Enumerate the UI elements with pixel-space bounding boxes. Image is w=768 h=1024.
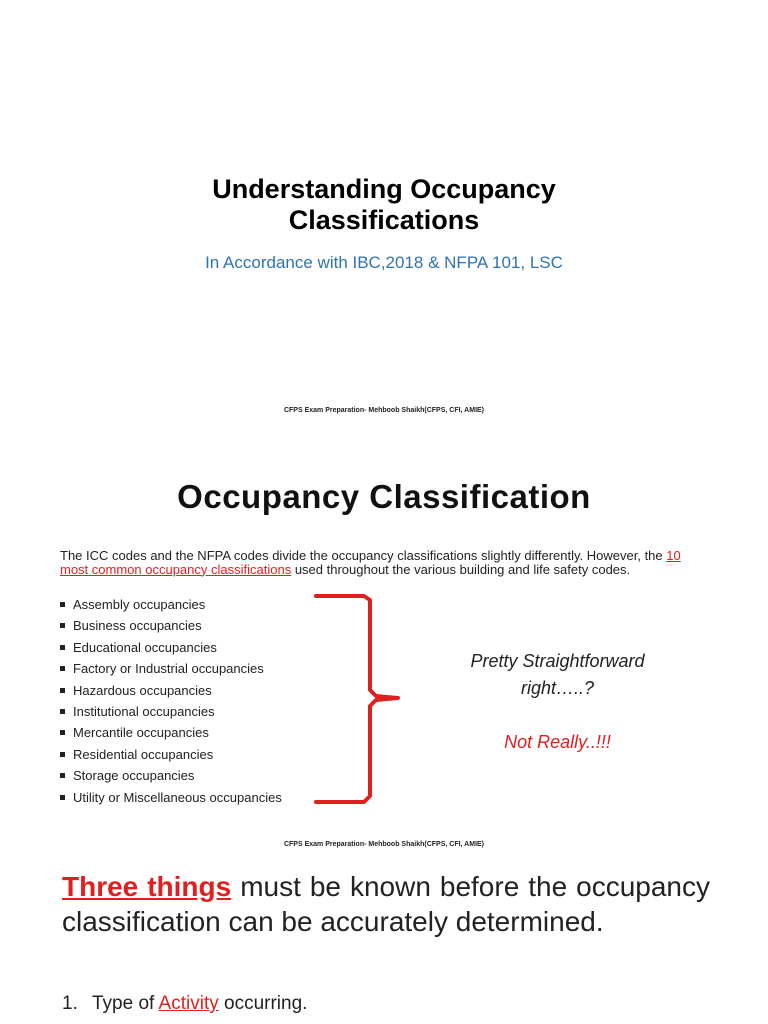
- slide1-footer: CFPS Exam Preparation- Mehboob Shaikh(CFPS, CFI, AMIE): [283, 407, 485, 414]
- title-slide: [0, 0, 768, 430]
- list-item: Factory or Industrial occupancies: [60, 658, 282, 679]
- three-things-slide: [0, 856, 768, 1024]
- list-item: Business occupancies: [60, 615, 282, 636]
- list-item: Residential occupancies: [60, 744, 282, 765]
- intro-text-2: used throughout the various building and life safety codes.: [291, 561, 631, 577]
- list-item: Assembly occupancies: [60, 594, 282, 615]
- three-things-text: must be known before the occupancy classification can be accurately determined.: [62, 871, 710, 937]
- curly-brace-icon: [306, 590, 406, 810]
- list-item: Mercantile occupancies: [60, 722, 282, 743]
- intro-text-1: The ICC codes and the NFPA codes divide the occupancy classifications slightly differently. However, the: [60, 548, 667, 563]
- point-1-number: 1.: [62, 993, 78, 1014]
- occupancy-classification-slide: [0, 430, 768, 856]
- callout-line1: Pretty Straightforward: [470, 651, 645, 671]
- list-item: Utility or Miscellaneous occupancies: [60, 787, 282, 808]
- slide1-title-line2: Classifications: [288, 205, 480, 235]
- slide1-title: [0, 174, 768, 236]
- point-1-pre: Type of: [92, 993, 159, 1014]
- three-things-highlight: Three things: [62, 871, 232, 902]
- callout-line2: right…..?: [520, 678, 595, 698]
- three-things-paragraph: [62, 869, 710, 939]
- intro-highlight: 10 most common occupancy classifications: [60, 548, 681, 577]
- slide2-intro: [60, 549, 710, 576]
- callout-red-text: Not Really..!!!: [504, 732, 611, 752]
- slide2-title: Occupancy Classification: [177, 478, 591, 515]
- list-item: Hazardous occupancies: [60, 680, 282, 701]
- list-item: Institutional occupancies: [60, 701, 282, 722]
- point-1-post: occurring.: [218, 993, 308, 1014]
- point-1-highlight: Activity: [158, 993, 219, 1014]
- list-item: Storage occupancies: [60, 765, 282, 786]
- slide1-subtitle: In Accordance with IBC,2018 & NFPA 101, LSC: [205, 253, 563, 272]
- point-1: [62, 993, 307, 1015]
- callout-text: [425, 648, 690, 702]
- list-item: Educational occupancies: [60, 637, 282, 658]
- slide1-title-line1: Understanding Occupancy: [212, 174, 556, 204]
- slide2-footer: CFPS Exam Preparation- Mehboob Shaikh(CFPS, CFI, AMIE): [283, 841, 485, 848]
- occupancy-list: [60, 594, 282, 808]
